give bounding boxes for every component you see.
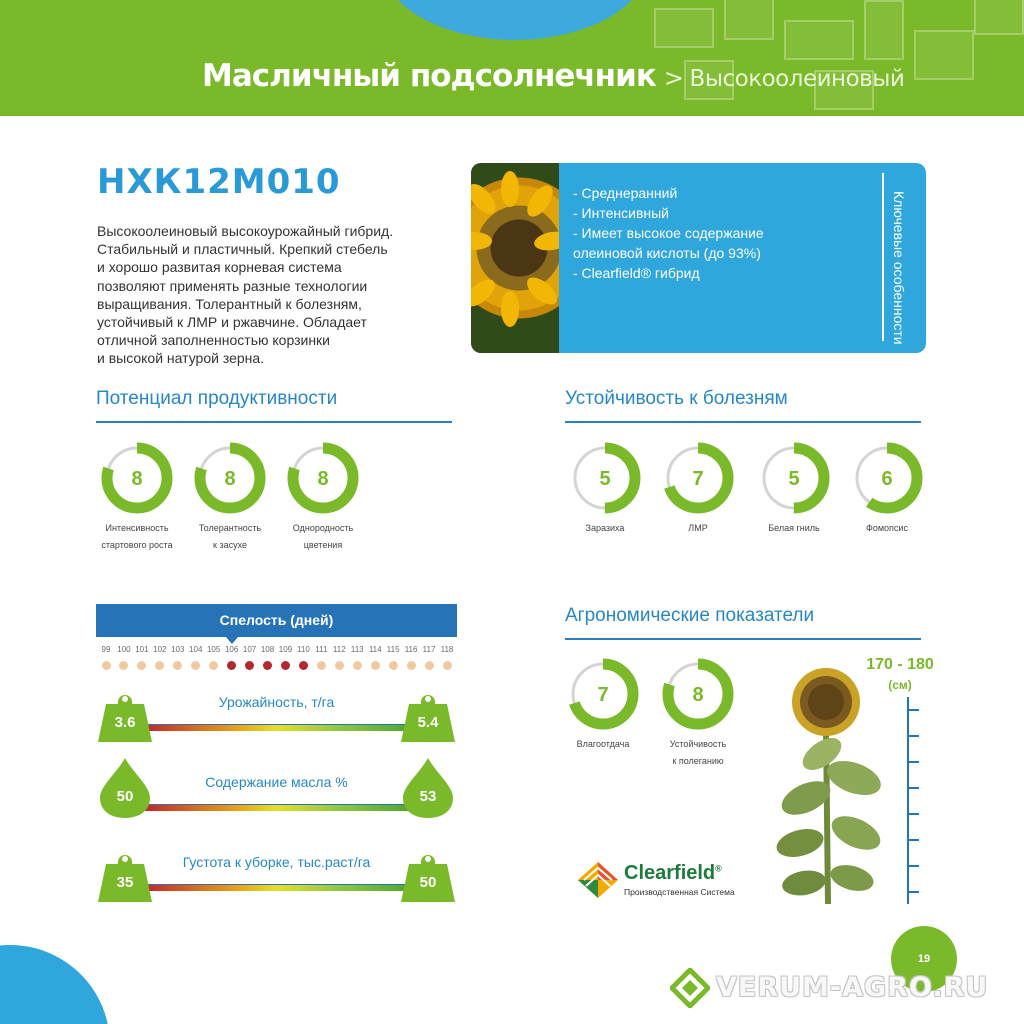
range-scale-min xyxy=(96,688,154,730)
maturity-day-label: 112 xyxy=(332,645,346,654)
watermark xyxy=(668,966,1024,1010)
maturity-day-label: 110 xyxy=(297,645,310,654)
maturity-day-dot xyxy=(335,661,344,670)
disease-gauge-label: ЛМР xyxy=(688,523,708,533)
maturity-day-dot xyxy=(317,661,326,670)
disease-gauge-label: Белая гниль xyxy=(768,523,820,533)
header-subtitle: Высокоолеиновый xyxy=(689,66,905,92)
range-scale xyxy=(96,850,457,910)
clearfield-wordmark xyxy=(624,862,722,885)
maturity-days xyxy=(96,637,457,677)
productivity-gauge-ring xyxy=(285,440,361,516)
plant-height-value: 170 - 180 xyxy=(866,656,934,673)
productivity-gauge-label: Однородность цветения xyxy=(292,523,354,550)
maturity-day-label: 106 xyxy=(224,645,239,654)
maturity-title: Спелость (дней) xyxy=(96,604,457,637)
maturity-day-dot xyxy=(173,661,182,670)
clearfield-name: Clearfield xyxy=(624,862,716,884)
agronomic-title: Агрономические показатели xyxy=(565,605,815,626)
productivity-gauge-label: Интенсивность стартового роста xyxy=(101,523,173,550)
sunflower-plant-image xyxy=(764,668,894,904)
disease-gauge xyxy=(847,440,927,537)
productivity-gauge xyxy=(190,440,270,554)
range-scale-min-value: 50 xyxy=(116,788,134,805)
maturity-day-label: 113 xyxy=(350,645,364,654)
disease-gauge-ring xyxy=(849,440,925,516)
description-line: Высокоолеиновый высокоурожайный гибрид. xyxy=(97,223,394,239)
feature-item: - Интенсивный xyxy=(573,205,669,221)
maturity-day-label: 114 xyxy=(368,645,382,654)
maturity-day-dot xyxy=(263,661,272,670)
maturity-day-dot xyxy=(281,661,290,670)
description-line: выращивания. Толерантный к болезням, xyxy=(97,295,362,312)
maturity-day-label: 117 xyxy=(422,645,436,654)
maturity-day-dot xyxy=(119,661,128,670)
maturity-day-label: 105 xyxy=(206,645,221,654)
agronomic-gauge-value: 8 xyxy=(692,684,704,706)
maturity-day-label: 100 xyxy=(117,645,131,654)
productivity-title: Потенциал продуктивности xyxy=(96,388,338,409)
maturity-day-label: 111 xyxy=(315,645,328,654)
disease-rule xyxy=(565,421,921,423)
maturity-day-label: 116 xyxy=(404,645,418,654)
disease-gauge-ring xyxy=(756,440,832,516)
maturity-day-dot xyxy=(389,661,398,670)
range-scale xyxy=(96,690,457,750)
agronomic-gauge-label: Влагоотдача xyxy=(576,739,630,749)
feature-item: - Среднеранний xyxy=(573,185,678,201)
key-features-title: Ключевые особенности xyxy=(891,191,907,345)
productivity-rule xyxy=(96,421,452,423)
maturity-day-dot xyxy=(425,661,434,670)
header-decor-circle xyxy=(380,0,650,40)
clearfield-subtitle: Производственная Система xyxy=(624,887,735,897)
maturity-day-label: 118 xyxy=(440,645,454,654)
maturity-day-dot xyxy=(102,661,111,670)
header-main-title: Масличный подсолнечник xyxy=(202,58,656,94)
maturity-day-label: 109 xyxy=(278,645,293,654)
watermark-text: VERUM-AGRO.RU xyxy=(716,972,989,1003)
header-separator: > xyxy=(663,64,684,92)
description-line: устойчивый к ЛМР и ржавчине. Обладает xyxy=(97,314,367,331)
range-scale-max-value: 5.4 xyxy=(417,714,439,731)
maturity-day-dot xyxy=(443,661,452,670)
disease-gauge-value: 5 xyxy=(599,468,611,490)
header-title xyxy=(202,58,904,94)
maturity-day-dot xyxy=(209,661,218,670)
productivity-gauge xyxy=(283,440,363,554)
maturity-day-dot xyxy=(353,661,362,670)
disease-gauge-ring xyxy=(660,440,736,516)
agronomic-gauge xyxy=(563,656,643,753)
maturity-day-dot xyxy=(227,661,236,670)
maturity-day-label: 102 xyxy=(153,645,167,654)
footer-decor-circle xyxy=(0,945,110,1024)
agronomic-gauge-ring xyxy=(660,656,736,732)
disease-gauge-label: Фомопсис xyxy=(866,523,908,533)
clearfield-emblem-icon xyxy=(576,860,620,900)
description-line: и хорошо развитая корневая система xyxy=(97,259,342,276)
maturity-day-dot xyxy=(137,661,146,670)
disease-gauge-ring xyxy=(567,440,643,516)
maturity-day-label: 104 xyxy=(189,645,203,654)
maturity-day-label: 99 xyxy=(101,645,111,654)
sunflower-photo xyxy=(471,163,559,353)
maturity-day-label: 108 xyxy=(260,645,275,654)
range-scale xyxy=(96,770,457,830)
hybrid-description xyxy=(97,222,427,368)
disease-gauge-value: 6 xyxy=(881,468,893,490)
productivity-gauge-ring xyxy=(192,440,268,516)
key-features-card xyxy=(471,163,926,353)
range-scale-max xyxy=(399,756,457,805)
maturity-day-label: 103 xyxy=(171,645,185,654)
agronomic-gauge xyxy=(658,656,738,770)
range-scale-min xyxy=(96,848,154,890)
clearfield-logo xyxy=(576,860,746,900)
maturity-day-dot xyxy=(407,661,416,670)
range-scale-gradient xyxy=(144,884,409,891)
productivity-gauge xyxy=(97,440,177,554)
agronomic-gauge-label: Устойчивость к полеганию xyxy=(669,739,727,766)
range-scale-max-value: 53 xyxy=(419,788,437,805)
range-scale-title: Содержание масла % xyxy=(205,774,348,790)
range-scale-title: Урожайность, т/га xyxy=(218,694,335,710)
key-features-list xyxy=(573,183,764,283)
range-scale-max xyxy=(399,688,457,730)
productivity-gauge-value: 8 xyxy=(317,468,329,490)
plant-height xyxy=(862,655,938,695)
range-scale-max xyxy=(399,848,457,890)
hybrid-name: НХК12М010 xyxy=(97,162,341,202)
description-line: Стабильный и пластичный. Крепкий стебель xyxy=(97,241,388,258)
description-line: отличной заполненностью корзинки xyxy=(97,332,331,349)
maturity-day-label: 101 xyxy=(135,645,149,654)
agronomic-gauge-ring xyxy=(565,656,641,732)
range-scale-title: Густота к уборке, тыс.раст/га xyxy=(182,854,371,870)
range-scale-max-value: 50 xyxy=(419,874,437,891)
disease-title: Устойчивость к болезням xyxy=(565,388,788,409)
feature-item: - Имеет высокое содержание xyxy=(573,225,764,241)
disease-gauge xyxy=(565,440,645,537)
range-scale-gradient xyxy=(144,804,409,811)
maturity-block xyxy=(96,604,457,677)
maturity-day-label: 107 xyxy=(242,645,257,654)
maturity-day-label: 115 xyxy=(386,645,400,654)
maturity-day-dot xyxy=(191,661,200,670)
feature-divider xyxy=(882,173,884,341)
watermark-logo-icon xyxy=(670,968,710,1008)
maturity-day-dot xyxy=(299,661,308,670)
maturity-day-dot xyxy=(155,661,164,670)
disease-gauge-label: Заразиха xyxy=(585,523,625,533)
maturity-day-dot xyxy=(245,661,254,670)
disease-gauge xyxy=(658,440,738,537)
clearfield-registered: ® xyxy=(715,863,722,874)
disease-gauge xyxy=(754,440,834,537)
range-scale-min-value: 3.6 xyxy=(114,714,136,731)
maturity-day-dot xyxy=(371,661,380,670)
productivity-gauge-label: Толерантность к засухе xyxy=(198,523,262,550)
page-header xyxy=(0,0,1024,116)
feature-item: олеиновой кислоты (до 93%) xyxy=(573,245,761,261)
agronomic-gauge-value: 7 xyxy=(597,684,609,706)
disease-gauge-value: 7 xyxy=(692,468,704,490)
agronomic-rule xyxy=(565,638,921,640)
plant-height-unit: (см) xyxy=(888,678,912,692)
disease-gauge-value: 5 xyxy=(788,468,800,490)
feature-item: - Clearfield® гибрид xyxy=(573,265,700,281)
description-line: и высокой натурой зерна. xyxy=(97,350,265,367)
productivity-gauge-value: 8 xyxy=(224,468,236,490)
range-scale-gradient xyxy=(144,724,409,731)
range-scale-min-value: 35 xyxy=(116,874,134,891)
page-number: 19 xyxy=(891,926,957,992)
height-ruler xyxy=(907,697,917,904)
productivity-gauge-ring xyxy=(99,440,175,516)
description-line: позволяют применять разные технологии xyxy=(97,277,368,294)
range-scale-min xyxy=(96,756,154,805)
productivity-gauge-value: 8 xyxy=(131,468,143,490)
